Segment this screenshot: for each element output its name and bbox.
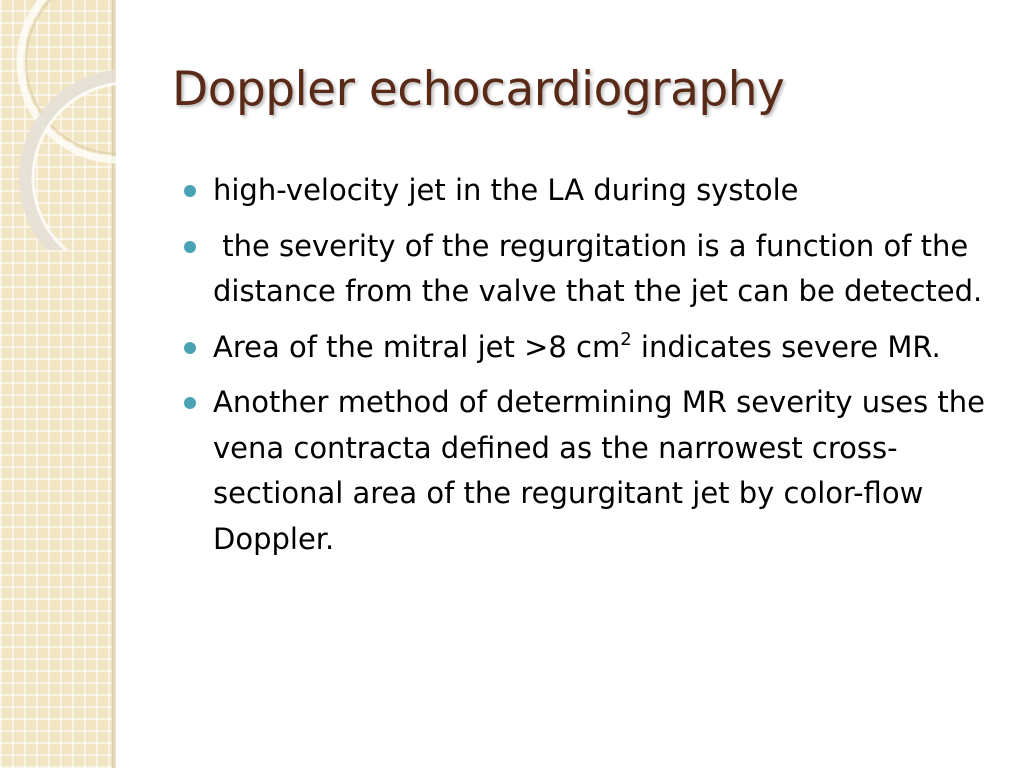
bullet-item — [184, 168, 999, 214]
bullet-text-part: indicates severe MR. — [631, 329, 941, 364]
round-bullet-icon — [184, 342, 196, 354]
bullet-list — [184, 168, 999, 572]
bullet-item — [184, 325, 999, 371]
round-bullet-icon — [184, 185, 196, 197]
round-bullet-icon — [184, 241, 196, 253]
bullet-item — [184, 380, 999, 562]
round-bullet-icon — [184, 397, 196, 409]
bullet-item — [184, 224, 999, 315]
bullet-text: high-velocity jet in the LA during systole — [213, 173, 799, 207]
bullet-text: Another method of determining MR severity uses the vena contracta defined as the narrowest cross-sectional area of the regurgitant jet by color-flow Doppler. — [213, 385, 986, 556]
superscript-exponent: 2 — [620, 328, 632, 350]
ring-arcs-decoration — [0, 0, 116, 250]
bullet-text-part: Area of the mitral jet >8 cm — [213, 329, 621, 364]
bullet-text: the severity of the regurgitation is a function of the distance from the valve that the jet can be detected. — [213, 228, 983, 308]
slide-title: Doppler echocardiography — [172, 62, 785, 117]
